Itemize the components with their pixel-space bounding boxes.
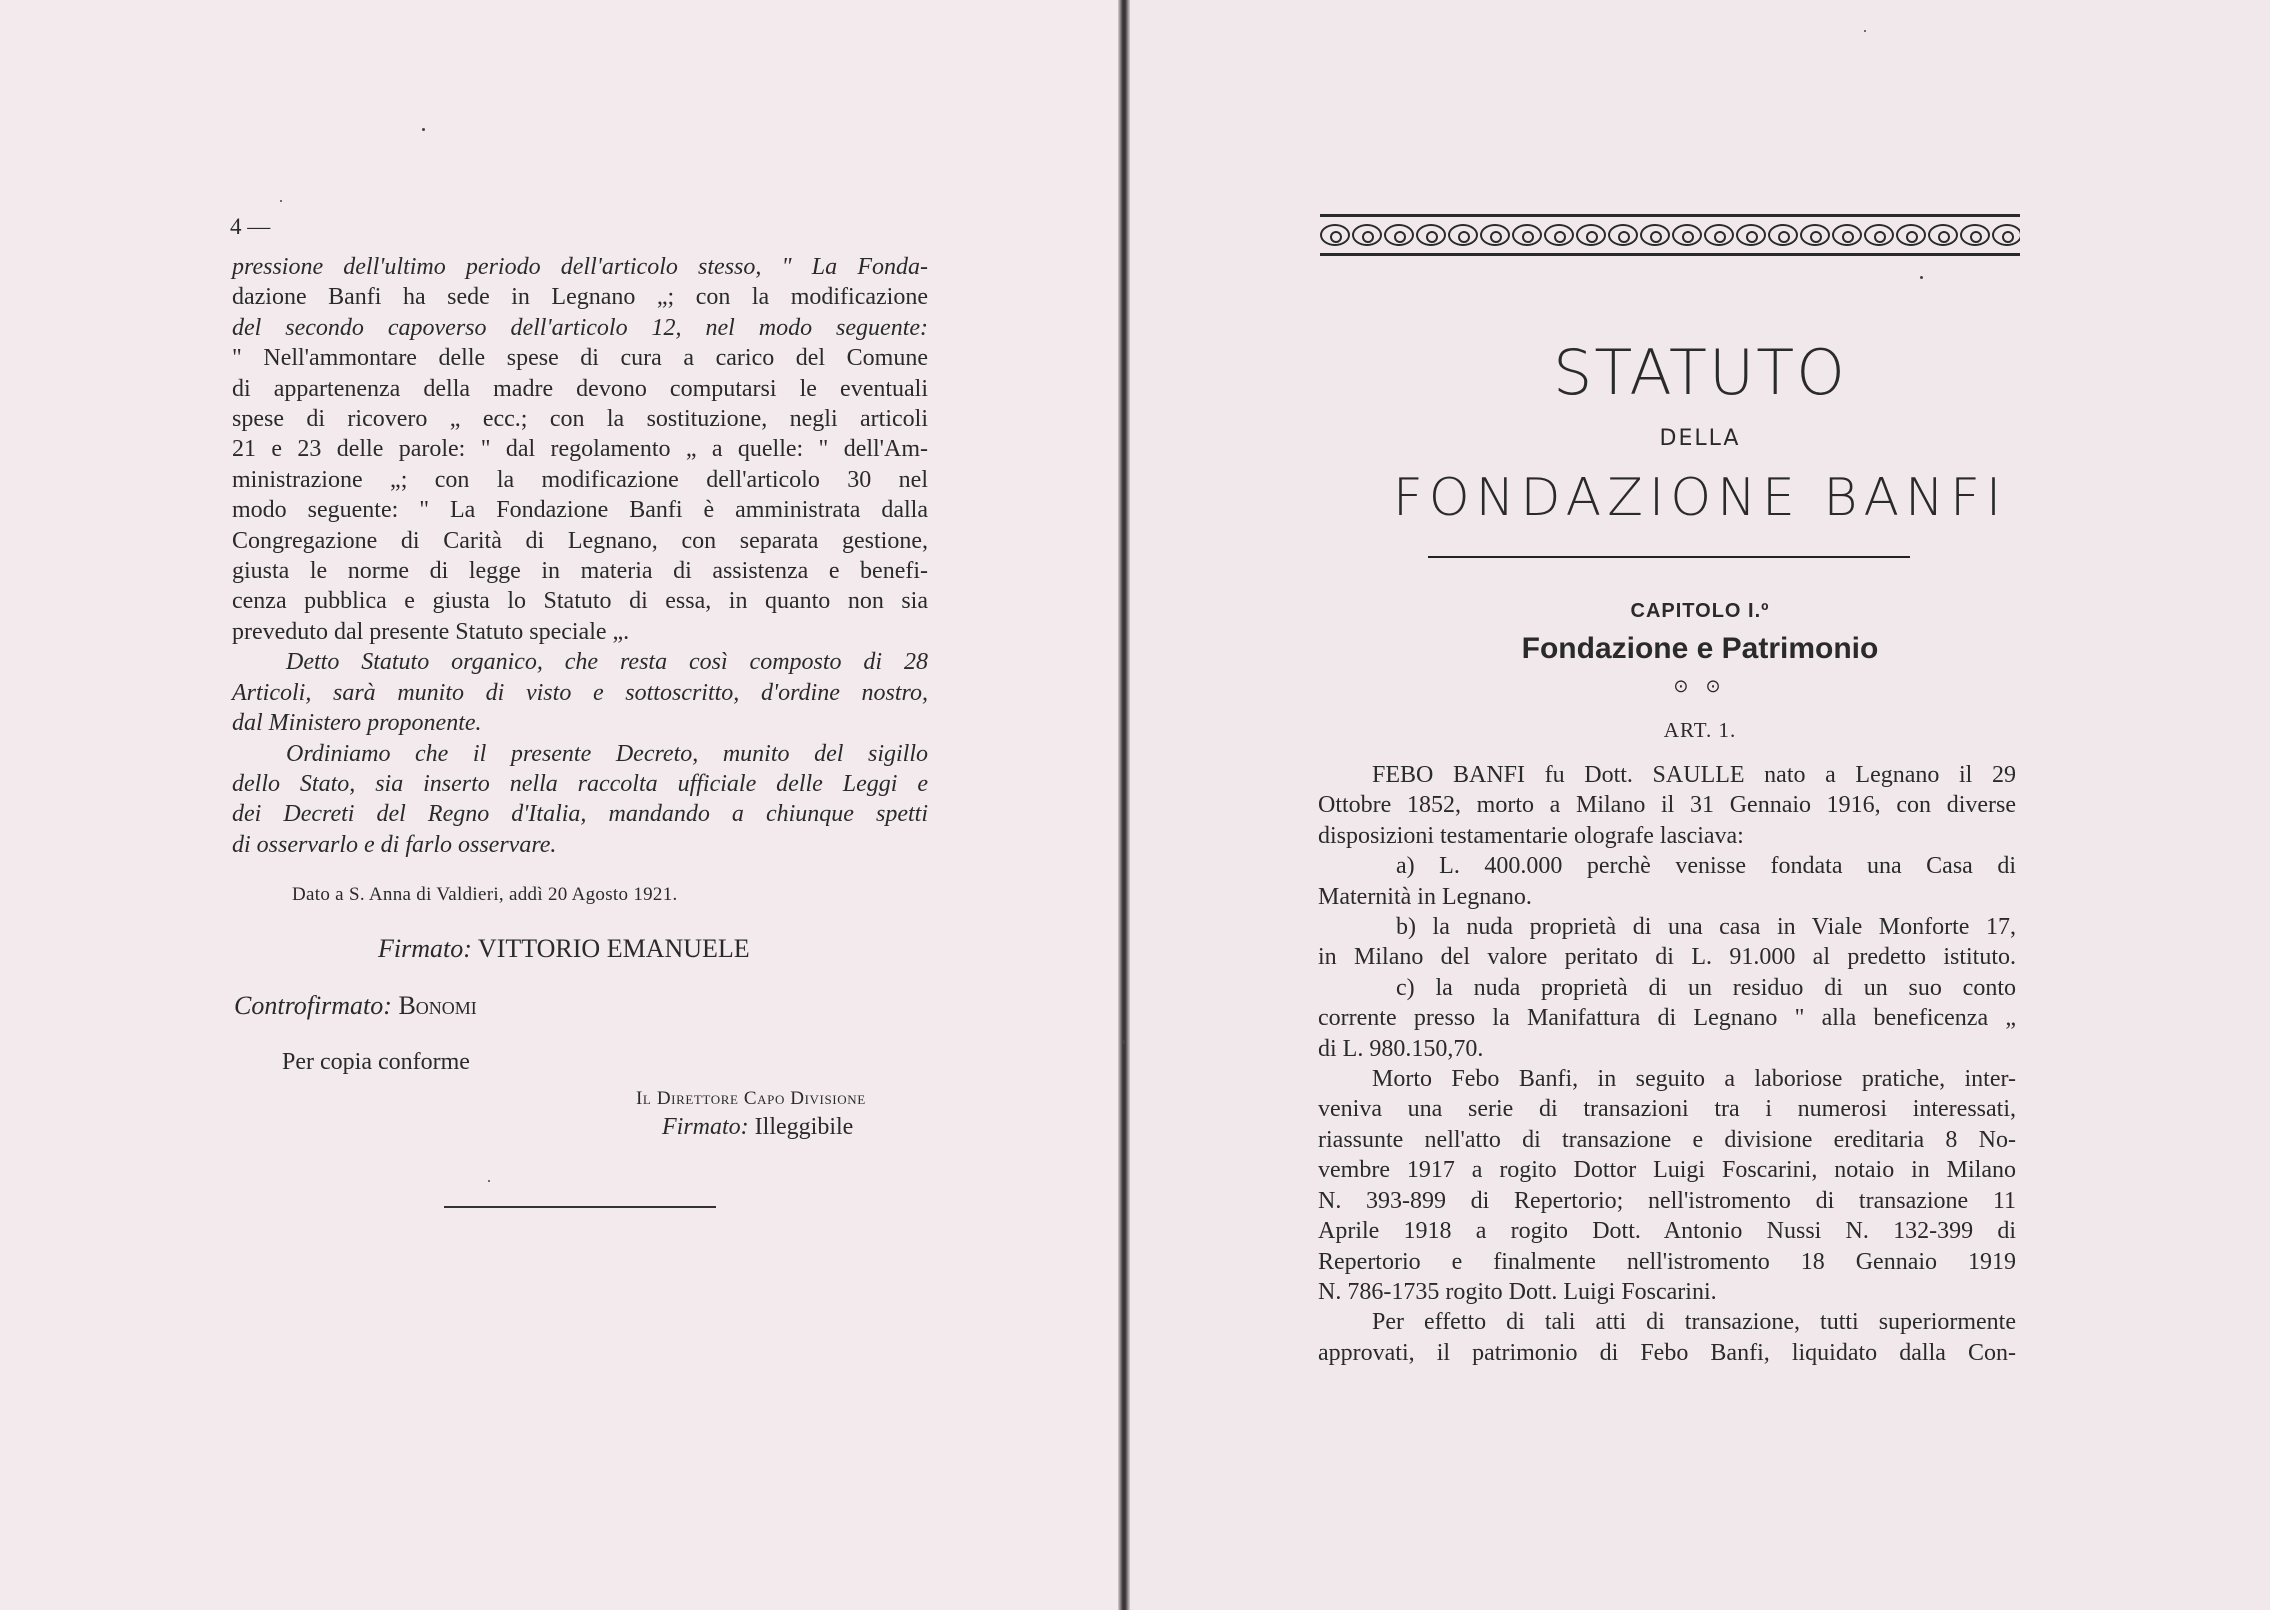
paper-speck xyxy=(422,128,425,131)
document-subtitle: DELLA xyxy=(1659,426,1741,451)
text-line: c) la nuda proprietà di un residuo di un suo conto xyxy=(1396,974,2016,1001)
text-line: 21 e 23 delle parole: " dal regolamento „ a quelle: " dell'Am- xyxy=(232,436,928,463)
closing-rule xyxy=(444,1206,716,1208)
date-place-line: Dato a S. Anna di Valdieri, addì 20 Agosto 1921. xyxy=(292,884,678,905)
left-body-text xyxy=(232,252,928,860)
text-line: di L. 980.150,70. xyxy=(1318,1035,1484,1062)
book-gutter xyxy=(1118,0,1130,1610)
section-ornament: ⊙ ⊙ xyxy=(1673,676,1727,696)
text-line: dei Decreti del Regno d'Italia, mandando a chiunque spetti xyxy=(232,801,928,828)
text-line: b) la nuda proprietà di una casa in Viale Monforte 17, xyxy=(1396,914,2016,941)
foundation-name: FONDAZIONE BANFI xyxy=(1392,468,2008,528)
text-line: del secondo capoverso dell'articolo 12, nel modo seguente: xyxy=(232,314,928,341)
text-line: ministrazione „; con la modificazione dell'articolo 30 nel xyxy=(232,466,928,493)
controfirmato-label: Controfirmato: xyxy=(234,991,392,1020)
paper-speck xyxy=(1864,30,1866,32)
text-line: in Milano del valore peritato di L. 91.000 al predetto istituto. xyxy=(1318,944,2016,971)
text-line: preveduto dal presente Statuto speciale „. xyxy=(232,618,630,645)
text-line: approvati, il patrimonio di Febo Banfi, liquidato dalla Con- xyxy=(1318,1339,2016,1366)
paper-speck xyxy=(280,200,282,202)
text-line: a) L. 400.000 perchè venisse fondata una Casa di xyxy=(1396,853,2016,880)
document-title: STATUTO xyxy=(1553,336,1847,409)
text-line: Ottobre 1852, morto a Milano il 31 Gennaio 1916, con diverse xyxy=(1318,792,2016,819)
text-line: corrente presso la Manifattura di Legnano " alla beneficenza „ xyxy=(1318,1005,2016,1032)
countersignature xyxy=(234,991,477,1021)
text-line: Articoli, sarà munito di visto e sottoscritto, d'ordine nostro, xyxy=(232,679,928,706)
text-line: N. 393-899 di Repertorio; nell'istromento di transazione 11 xyxy=(1318,1187,2016,1214)
paper-speck xyxy=(1920,276,1923,279)
per-copia-conforme: Per copia conforme xyxy=(282,1049,470,1075)
title-rule xyxy=(1428,556,1910,558)
article-heading: ART. 1. xyxy=(1663,718,1737,742)
firmato-name: Illeggibile xyxy=(754,1114,854,1140)
firmato-label: Firmato: xyxy=(662,1114,749,1140)
text-line: N. 786-1735 rogito Dott. Luigi Foscarini. xyxy=(1318,1278,1717,1305)
text-line: dello Stato, sia inserto nella raccolta ufficiale delle Leggi e xyxy=(232,770,928,797)
text-line: " Nell'ammontare delle spese di cura a carico del Comune xyxy=(232,345,928,372)
controfirmato-name: Bonomi xyxy=(398,991,477,1020)
page-number: 4 — xyxy=(230,214,271,239)
signature-direttore xyxy=(662,1114,853,1141)
text-line: Congregazione di Carità di Legnano, con separata gestione, xyxy=(232,527,928,554)
text-line: Morto Febo Banfi, in seguito a laboriose pratiche, inter- xyxy=(1372,1066,2016,1093)
text-line: di osservarlo e di farlo osservare. xyxy=(232,831,557,858)
text-line: Per effetto di tali atti di transazione, tutti superiormente xyxy=(1372,1309,2016,1336)
text-line: vembre 1917 a rogito Dottor Luigi Foscarini, notaio in Milano xyxy=(1318,1157,2016,1184)
text-line: modo seguente: " La Fondazione Banfi è amministrata dalla xyxy=(232,497,928,524)
text-line: Aprile 1918 a rogito Dott. Antonio Nussi N. 132-399 di xyxy=(1318,1218,2016,1245)
firmato-name: VITTORIO EMANUELE xyxy=(477,934,750,963)
text-line: Maternità in Legnano. xyxy=(1318,883,1532,910)
paper-speck xyxy=(488,1180,490,1182)
text-line: disposizioni testamentarie olografe lasciava: xyxy=(1318,822,1744,849)
text-line: cenza pubblica e giusta lo Statuto di essa, in quanto non sia xyxy=(232,588,928,615)
chapter-heading: CAPITOLO I.º xyxy=(1630,600,1770,622)
text-line: spese di ricovero „ ecc.; con la sostituzione, negli articoli xyxy=(232,406,928,433)
decorative-border-ornament xyxy=(1320,214,2020,256)
text-line: Repertorio e finalmente nell'istromento 18 Gennaio 1919 xyxy=(1318,1248,2016,1275)
section-title: Fondazione e Patrimonio xyxy=(1521,632,1879,665)
text-line: Detto Statuto organico, che resta così composto di 28 xyxy=(286,649,928,676)
text-line: dazione Banfi ha sede in Legnano „; con la modificazione xyxy=(232,284,928,311)
direttore-title: Il Direttore Capo Divisione xyxy=(636,1088,866,1109)
firmato-label: Firmato: xyxy=(378,934,472,963)
text-line: veniva una serie di transazioni tra i numerosi interessati, xyxy=(1318,1096,2016,1123)
text-line: pressione dell'ultimo periodo dell'articolo stesso, " La Fonda- xyxy=(232,254,928,280)
paper-speck xyxy=(1122,1040,1125,1044)
text-line: dal Ministero proponente. xyxy=(232,710,482,737)
right-body-text xyxy=(1318,760,2016,1368)
left-page xyxy=(0,0,1118,1610)
text-line: FEBO BANFI fu Dott. SAULLE nato a Legnano il 29 xyxy=(1372,762,2016,788)
signature-king xyxy=(378,934,750,964)
text-line: riassunte nell'atto di transazione e divisione ereditaria 8 No- xyxy=(1318,1126,2016,1153)
text-line: di appartenenza della madre devono computarsi le eventuali xyxy=(232,375,928,402)
text-line: Ordiniamo che il presente Decreto, munito del sigillo xyxy=(286,740,928,767)
text-line: giusta le norme di legge in materia di assistenza e benefi- xyxy=(232,558,928,585)
